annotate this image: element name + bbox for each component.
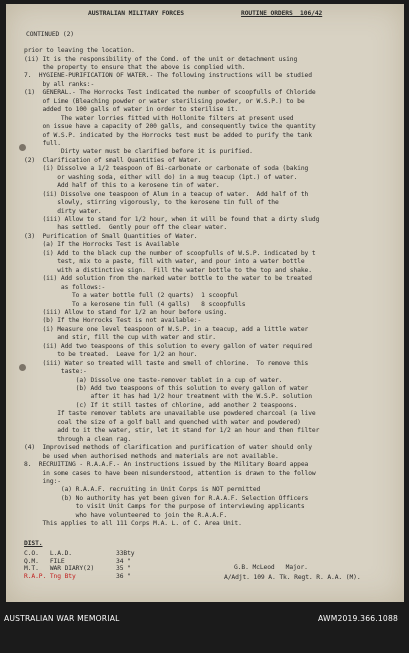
order-line: (iii) Allow to stand for 1/2 hour, when it will be found that a dirty sludg xyxy=(24,216,320,223)
archive-id: AWM2019.366.1088 xyxy=(318,614,399,623)
order-line: taste:- xyxy=(24,368,87,376)
order-line: The water lorries fitted with Hollonite filters at present used xyxy=(24,114,294,122)
order-line: (1) GENERAL.- The Horrocks Test indicated the number of scoopfulls of Chloride xyxy=(24,89,316,97)
order-line: ing:- xyxy=(24,477,61,485)
order-reference: ROUTINE ORDERS 106/42 xyxy=(241,10,323,17)
order-line: (a) Dissolve one taste-remover tablet in a cup of water. xyxy=(24,376,283,384)
dist-title: DIST. xyxy=(24,540,43,547)
order-line: Dirty water must be clarified before it is purified. xyxy=(24,148,253,156)
org-header: AUSTRALIAN MILITARY FORCES xyxy=(88,10,184,17)
order-line: 7. HYGIENE-PURIFICATION OF WATER.- The following instructions will be studied xyxy=(24,72,312,80)
order-line: (4) Improvised methods of clarification and purification of water should only xyxy=(24,444,312,452)
order-line: To a water bottle full (2 quarts) 1 scoopful xyxy=(24,292,239,299)
document-page xyxy=(6,4,404,602)
order-line: (ii) Add solution from the marked water bottle to the water to be treated xyxy=(24,275,312,283)
dist-label: M.T. WAR DIARY(2) xyxy=(24,565,95,572)
order-line: This applies to all 111 Corps M.A. L. of C. Area Unit. xyxy=(24,520,242,528)
order-line: (b) If the Horrocks Test is not available:- xyxy=(24,317,202,325)
order-line: test, mix to a paste, fill with water, and pour into a water bottle xyxy=(24,258,305,266)
order-line: and stir, fill the cup with water and stir. xyxy=(24,334,216,342)
order-line: (b) Add two teaspoons of this solution to every gallon of water xyxy=(24,385,309,392)
dist-value: 36 " xyxy=(116,572,131,580)
signature-title: A/Adjt. 109 A. Tk. Regt. R. A.A. (M). xyxy=(224,574,361,581)
order-line: (i) Add to the black cup the number of scoopfulls of W.S.P. indicated by t xyxy=(24,249,316,257)
dist-label: R.A.P. Tng Bty xyxy=(24,572,76,580)
archive-footer xyxy=(0,606,409,653)
order-line: through a clean rag. xyxy=(24,435,132,443)
order-line: (iii) Allow to stand for 1/2 an hour before using. xyxy=(24,308,228,316)
order-line: coal the size of a golf ball and quenched with water and powdered) xyxy=(24,418,301,426)
order-line: (ii) Add two teaspoons of this solution to every gallon of water required xyxy=(24,342,312,350)
order-line: (a) R.A.A.F. recruiting in Unit Corps is NOT permitted xyxy=(24,486,261,494)
order-line: on issue have a capacity of 200 galls, and consequently twice the quantity xyxy=(24,123,316,130)
dist-value: 34 " xyxy=(116,557,131,565)
order-line: (ii) Dissolve one teaspoon of Alum in a teacup of water. Add half of th xyxy=(24,190,309,198)
order-line: If taste remover tablets are unavailable use powdered charcoal (a live xyxy=(24,410,316,418)
dist-label: C.O. L.A.D. xyxy=(24,550,72,557)
order-line: added to 100 galls of water in order to sterilise it. xyxy=(24,106,239,114)
order-line: in some cases to have been misunderstood, attention is drawn to the follow xyxy=(24,469,316,477)
order-line: 8. RECRUITING - R.A.A.F.- An instructions issued by the Military Board appea xyxy=(24,461,309,468)
order-line: with a distinctive sign. Fill the water bottle to the top and shake. xyxy=(24,266,312,274)
order-line: slowly, stirring vigorously, to the kerosene tin full of the xyxy=(24,199,279,207)
order-line: (b) No authority has yet been given for R.A.A.F. Selection Officers xyxy=(24,494,309,502)
order-line: of W.S.P. indicated by the Horrocks test must be added to purify the tank xyxy=(24,131,312,139)
archive-name: AUSTRALIAN WAR MEMORIAL xyxy=(4,614,120,623)
order-line: (ii) It is the responsibility of the Comd. of the unit or detachment using xyxy=(24,55,298,63)
dist-value: 33Bty xyxy=(116,550,135,557)
continued-label: CONTINUED (2) xyxy=(26,31,74,38)
order-line: (i) Measure one level teaspoon of W.S.P. in a teacup, add a little water xyxy=(24,325,309,333)
order-line: add to it the water, stir, let it stand for 1/2 an hour and then filter xyxy=(24,427,320,435)
order-line: full. xyxy=(24,139,61,147)
order-line: of Lime (Bleaching powder or water sterilising powder, or W.S.P.) to be xyxy=(24,97,305,105)
dist-value: 35 " xyxy=(116,565,131,572)
order-line: by all ranks:- xyxy=(24,80,95,88)
order-line: or washing soda, either will do) in a mug teacup (1pt.) of water. xyxy=(24,173,298,181)
order-line: To a kerosene tin full (4 galls) 8 scoopfulls xyxy=(24,300,246,308)
order-line: prior to leaving the location. xyxy=(24,47,135,54)
order-line: (3) Purification of Small Quantities of Water. xyxy=(24,232,198,240)
order-line: dirty water. xyxy=(24,207,102,215)
order-line: after it has had 1/2 hour treatment with the W.S.P. solution xyxy=(24,393,312,401)
order-line: (iii) Water so treated will taste and smell of chlorine. To remove this xyxy=(24,359,309,367)
order-line: has settled. Gently pour off the clear water. xyxy=(24,224,228,232)
order-line: (c) If it still tastes of chlorine, add another 2 teaspoons. xyxy=(24,401,298,409)
order-line: the property to ensure that the above is complied with. xyxy=(24,63,246,71)
order-line: (2) Clarification of small Quantities of Water. xyxy=(24,156,202,164)
order-line: be used when authorised methods and materials are not available. xyxy=(24,452,279,460)
order-line: as follows:- xyxy=(24,283,106,291)
order-line: Add half of this to a kerosene tin of water. xyxy=(24,182,220,190)
order-line: who have volunteered to join the R.A.A.F. xyxy=(24,511,228,519)
order-line: (i) Dissolve a 1/2 teaspoon of Bi-carbonate or carbonate of soda (baking xyxy=(24,165,309,173)
order-line: to visit Unit Camps for the purpose of interviewing applicants xyxy=(24,503,305,511)
order-line: to be treated. Leave for 1/2 an hour. xyxy=(24,351,198,359)
order-line: (a) If the Horrocks Test is Available xyxy=(24,241,180,249)
signature-name: G.B. McLeod Major. xyxy=(234,564,308,571)
dist-label: Q.M. FILE xyxy=(24,557,65,565)
